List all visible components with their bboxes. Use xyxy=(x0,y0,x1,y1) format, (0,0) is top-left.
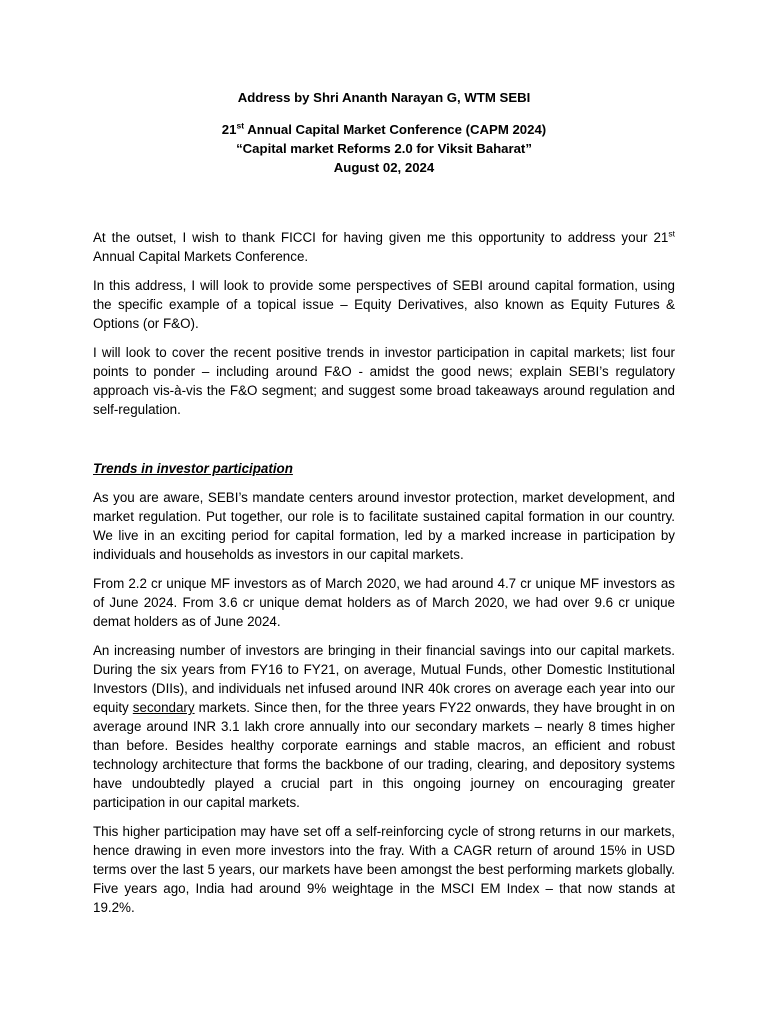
conference-ordinal-number: 21 xyxy=(221,122,237,137)
section-paragraph-2: From 2.2 cr unique MF investors as of March 2020, we had around 4.7 cr unique MF investors as of June 2024. From 3.6 cr unique demat holders as of March 2020, we had over 9.6 cr unique demat holders as of June 2024. xyxy=(93,576,675,629)
section-paragraph-3: An increasing number of investors are bringing in their financial savings into our capital markets. During the six years from FY16 to FY21, on average, Mutual Funds, other Domestic Institutional Investors (DIIs), and individuals net infused around INR 40k crores on average each year into our equity secondary markets. Since then, for the three years FY22 onwards, they have brought in on average around INR 3.1 lakh crore annually into our secondary markets – nearly 8 times higher than before. Besides healthy corporate earnings and stable macros, an efficient and robust technology architecture that forms the backbone of our trading, clearing, and depository systems have undoubtedly played a crucial part in this ongoing journey on encouraging greater participation in our capital markets. xyxy=(93,643,675,810)
speech-header xyxy=(0,88,768,177)
intro-paragraph-2: In this address, I will look to provide some perspectives of SEBI around capital formation, using the specific example of a topical issue – Equity Derivatives, also known as Equity Futures & Options (or F&O). xyxy=(93,278,675,331)
intro-paragraph-3: I will look to cover the recent positive trends in investor participation in capital markets; list four points to ponder – including around F&O - amidst the good news; explain SEBI’s regulatory approach vis-à-vis the F&O segment; and suggest some broad takeaways around regulation and self-regulation. xyxy=(93,345,675,417)
speech-date: August 02, 2024 xyxy=(333,160,435,175)
conference-ordinal-suffix: st xyxy=(236,120,245,131)
section-heading: Trends in investor participation xyxy=(93,461,293,476)
conference-name: Annual Capital Market Conference (CAPM 2024) xyxy=(244,122,547,137)
address-line: Address by Shri Ananth Narayan G, WTM SEBI xyxy=(237,90,531,105)
underlined-word: secondary xyxy=(132,700,195,715)
conference-title xyxy=(0,120,768,139)
intro-paragraph-1: At the outset, I wish to thank FICCI for having given me this opportunity to address your 21st Annual Capital Markets Conference. xyxy=(93,228,675,264)
section-paragraph-1: As you are aware, SEBI’s mandate centers around investor protection, market development, and market regulation. Put together, our role is to facilitate sustained capital formation in our country. We live in an exciting period for capital formation, led by a marked increase in participation by individuals and households as investors in our capital markets. xyxy=(93,490,675,562)
section-paragraph-4: This higher participation may have set off a self-reinforcing cycle of strong returns in our markets, hence drawing in even more investors into the fray. With a CAGR return of around 15% in USD terms over the last 5 years, our markets have been amongst the best performing markets globally. Five years ago, India had around 9% weightage in the MSCI EM Index – that now stands at 19.2%. xyxy=(93,824,675,915)
conference-theme: “Capital market Reforms 2.0 for Viksit Baharat” xyxy=(236,141,532,156)
speech-body xyxy=(93,228,675,927)
